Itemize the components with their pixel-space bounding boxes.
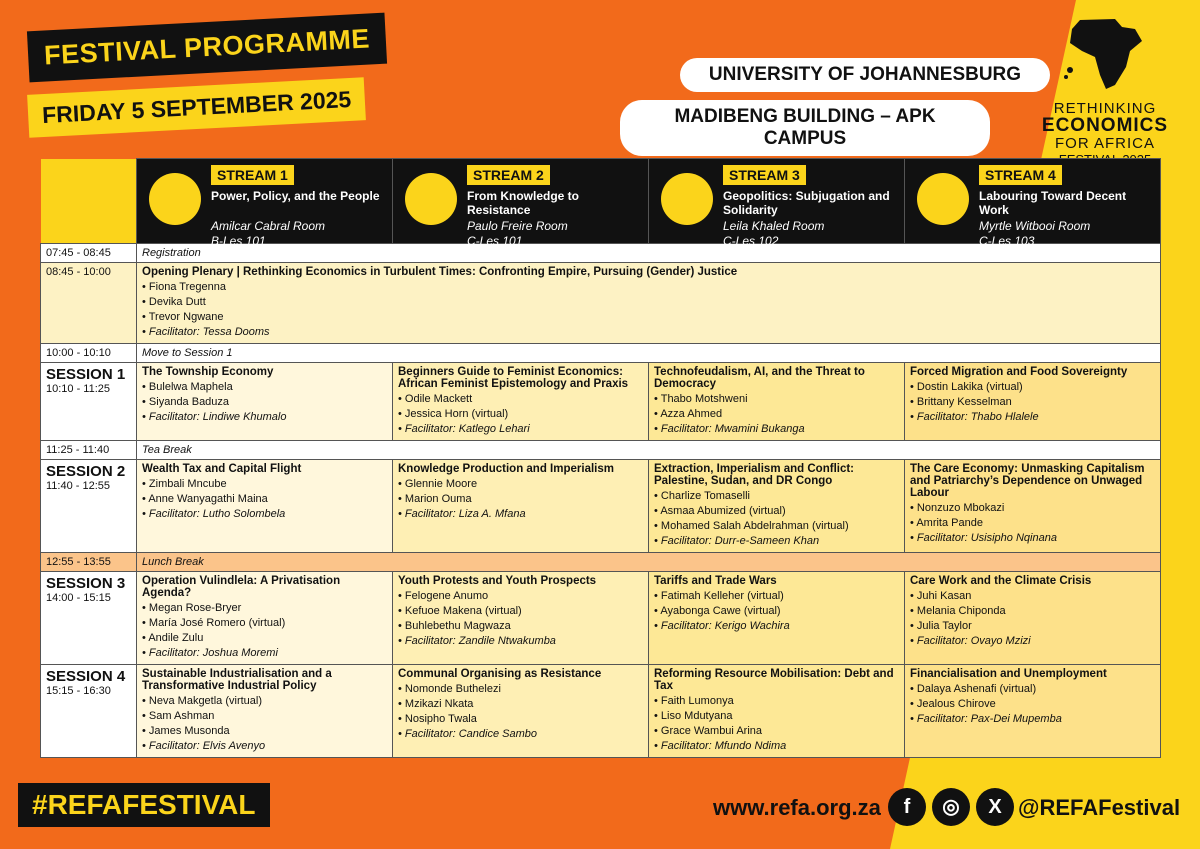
hands-globe-icon (149, 173, 201, 225)
session-cell (393, 665, 649, 758)
session-cell (649, 460, 905, 553)
session-label-cell (41, 460, 137, 553)
social-handle: @REFAFestival (1018, 795, 1181, 820)
speaker: • Nonzuzo Mbokazi (910, 501, 1155, 516)
speaker: • Sam Ashman (142, 709, 387, 724)
speaker: • Faith Lumonya (654, 694, 899, 709)
session-cell (649, 665, 905, 758)
globe-chains-icon (661, 173, 713, 225)
facilitator: • Facilitator: Pax-Dei Mupemba (910, 712, 1155, 727)
speaker: • Charlize Tomaselli (654, 489, 899, 504)
venue-university: UNIVERSITY OF JOHANNESBURG (680, 58, 1050, 92)
row-label: Registration (137, 244, 1161, 263)
speaker: • Melania Chiponda (910, 604, 1155, 619)
speaker: • James Musonda (142, 724, 387, 739)
row-time: 07:45 - 08:45 (41, 244, 137, 263)
stream-tag: STREAM 3 (723, 165, 806, 185)
speaker: • Julia Taylor (910, 619, 1155, 634)
session-cell (137, 665, 393, 758)
speaker: • Grace Wambui Arina (654, 724, 899, 739)
session-cell (905, 460, 1161, 553)
header-spacer (41, 159, 137, 244)
speaker: • Zimbali Mncube (142, 477, 387, 492)
session-label-cell (41, 363, 137, 441)
stream-title: Geopolitics: Subjugation and Solidarity (723, 189, 890, 217)
facilitator: • Facilitator: Mfundo Ndima (654, 739, 899, 754)
stream-room: Paulo Freire Room C-Les 101 (467, 219, 568, 248)
session-title: Operation Vulindlela: A Privatisation Agenda? (142, 575, 341, 599)
speaker: • Fiona Tregenna (142, 280, 1155, 295)
stream-room: Amilcar Cabral Room B-Les 101 (211, 219, 326, 248)
move-row (41, 344, 1161, 363)
session-title: Forced Migration and Food Sovereignty (910, 366, 1128, 378)
africa-map-icon (1060, 15, 1150, 95)
session-label: SESSION 3 (46, 575, 126, 592)
speaker: • Odile Mackett (398, 392, 643, 407)
lunch-row (41, 553, 1161, 572)
session-title: Reforming Resource Mobilisation: Debt and Tax (654, 668, 894, 692)
session-title: Beginners Guide to Feminist Economics: African Feminist Epistemology and Praxis (398, 366, 629, 390)
session-2-row (41, 460, 1161, 553)
plenary-cell (137, 263, 1161, 344)
session-cell (137, 460, 393, 553)
stream-tag: STREAM 1 (211, 165, 294, 185)
stream-2-header (393, 159, 649, 248)
session-cell (649, 363, 905, 441)
facilitator: • Facilitator: Candice Sambo (398, 727, 643, 742)
plenary-row (41, 263, 1161, 344)
session-time: 15:15 - 16:30 (46, 685, 111, 697)
event-date: FRIDAY 5 SEPTEMBER 2025 (27, 77, 366, 138)
speaker: • Trevor Ngwane (142, 310, 1155, 325)
stream-room: Myrtle Witbooi Room C-Les 103 (979, 219, 1091, 248)
facilitator: • Facilitator: Elvis Avenyo (142, 739, 387, 754)
facilitator: • Facilitator: Durr-e-Sameen Khan (654, 534, 899, 549)
speaker: • Mohamed Salah Abdelrahman (virtual) (654, 519, 899, 534)
row-time: 11:25 - 11:40 (41, 441, 137, 460)
speaker: • Nomonde Buthelezi (398, 682, 643, 697)
speaker: • Siyanda Baduza (142, 395, 387, 410)
speaker: • Amrita Pande (910, 516, 1155, 531)
speaker: • Ayabonga Cawe (virtual) (654, 604, 899, 619)
session-title: The Township Economy (142, 366, 274, 378)
facilitator: • Facilitator: Lindiwe Khumalo (142, 410, 387, 425)
page-title: FESTIVAL PROGRAMME (27, 13, 387, 83)
session-cell (137, 363, 393, 441)
session-time: 14:00 - 15:15 (46, 592, 111, 604)
lightbulb-fist-icon (405, 173, 457, 225)
speaker: • Juhi Kasan (910, 589, 1155, 604)
session-label-cell (41, 572, 137, 665)
stream-title: Labouring Toward Decent Work (979, 189, 1127, 217)
venue-building: MADIBENG BUILDING – APK CAMPUS (620, 100, 990, 156)
row-time: 10:00 - 10:10 (41, 344, 137, 363)
refa-logo (1030, 15, 1180, 155)
x-icon[interactable]: X (976, 788, 1014, 826)
logo-line1: RETHINKING (1053, 100, 1157, 117)
row-label: Move to Session 1 (137, 344, 1161, 363)
session-title: Communal Organising as Resistance (398, 668, 602, 680)
speaker: • Anne Wanyagathi Maina (142, 492, 387, 507)
stream-header-row (41, 159, 1161, 244)
speaker: • Nosipho Twala (398, 712, 643, 727)
speaker: • Azza Ahmed (654, 407, 899, 422)
speaker: • Jealous Chirove (910, 697, 1155, 712)
facilitator: • Facilitator: Liza A. Mfana (398, 507, 643, 522)
speaker: • Bulelwa Maphela (142, 380, 387, 395)
session-cell (905, 363, 1161, 441)
session-title: Youth Protests and Youth Prospects (398, 575, 597, 587)
session-cell (393, 363, 649, 441)
tea-row (41, 441, 1161, 460)
speaker: • Kefuoe Makena (virtual) (398, 604, 643, 619)
logo-line2: ECONOMICS (1041, 115, 1169, 136)
row-label: Lunch Break (137, 553, 1161, 572)
session-cell (905, 572, 1161, 665)
speaker: • Neva Makgetla (virtual) (142, 694, 387, 709)
session-title: Knowledge Production and Imperialism (398, 463, 614, 475)
session-title: Financialisation and Unemployment (910, 668, 1107, 680)
speaker: • Felogene Anumo (398, 589, 643, 604)
row-time: 08:45 - 10:00 (41, 263, 137, 344)
stream-4-header (905, 159, 1161, 248)
session-title: Technofeudalism, AI, and the Threat to Democracy (654, 366, 865, 390)
session-title: Tariffs and Trade Wars (654, 575, 777, 587)
facilitator: • Facilitator: Zandile Ntwakumba (398, 634, 643, 649)
speaker: • Devika Dutt (142, 295, 1155, 310)
speaker: • Megan Rose-Bryer (142, 601, 387, 616)
speaker: • Liso Mdutyana (654, 709, 899, 724)
row-label: Tea Break (137, 441, 1161, 460)
session-label: SESSION 2 (46, 463, 126, 480)
facilitator: • Facilitator: Thabo Hlalele (910, 410, 1155, 425)
stream-room: Leila Khaled Room C-Les 102 (723, 219, 825, 248)
stream-tag: STREAM 2 (467, 165, 550, 185)
session-cell (393, 460, 649, 553)
speaker: • Thabo Motshweni (654, 392, 899, 407)
session-label-cell (41, 665, 137, 758)
session-4-row (41, 665, 1161, 758)
facilitator: • Facilitator: Kerigo Wachira (654, 619, 899, 634)
facilitator: • Facilitator: Usisipho Nqinana (910, 531, 1155, 546)
session-1-row (41, 363, 1161, 441)
speaker: • Fatimah Kelleher (virtual) (654, 589, 899, 604)
speaker: • Marion Ouma (398, 492, 643, 507)
speaker: • Asmaa Abumized (virtual) (654, 504, 899, 519)
facilitator: • Facilitator: Katlego Lehari (398, 422, 643, 437)
hashtag: #REFAFESTIVAL (18, 783, 270, 827)
speaker: • Buhlebethu Magwaza (398, 619, 643, 634)
stream-title: Power, Policy, and the People (211, 189, 380, 203)
stream-3-header (649, 159, 905, 248)
session-cell (649, 572, 905, 665)
stream-tag: STREAM 4 (979, 165, 1062, 185)
speaker: • Jessica Horn (virtual) (398, 407, 643, 422)
speaker: • Mzikazi Nkata (398, 697, 643, 712)
session-title: Wealth Tax and Capital Flight (142, 463, 302, 475)
facilitator: • Facilitator: Ovayo Mzizi (910, 634, 1155, 649)
session-title: Care Work and the Climate Crisis (910, 575, 1092, 587)
speaker: • Dostin Lakika (virtual) (910, 380, 1155, 395)
speaker: • Dalaya Ashenafi (virtual) (910, 682, 1155, 697)
stream-1-header (137, 159, 393, 248)
session-label: SESSION 4 (46, 668, 126, 685)
fist-wrench-icon (917, 173, 969, 225)
speaker: • Andile Zulu (142, 631, 387, 646)
session-title: Sustainable Industrialisation and a Transformative Industrial Policy (142, 668, 332, 692)
speaker: • María José Romero (virtual) (142, 616, 387, 631)
instagram-icon[interactable]: ◎ (932, 788, 970, 826)
programme-table (40, 158, 1161, 758)
session-title: Extraction, Imperialism and Conflict: Palestine, Sudan, and DR Congo (654, 463, 855, 487)
facebook-icon[interactable]: f (888, 788, 926, 826)
speaker: • Glennie Moore (398, 477, 643, 492)
session-title: The Care Economy: Unmasking Capitalism and Patriarchy’s Dependence on Unwaged Labour (910, 463, 1145, 499)
session-cell (905, 665, 1161, 758)
session-3-row (41, 572, 1161, 665)
facilitator: • Facilitator: Lutho Solombela (142, 507, 387, 522)
session-cell (393, 572, 649, 665)
facilitator: • Facilitator: Tessa Dooms (142, 325, 1155, 340)
website-link[interactable]: www.refa.org.za (713, 795, 881, 820)
row-time: 12:55 - 13:55 (41, 553, 137, 572)
session-time: 11:40 - 12:55 (46, 480, 111, 492)
session-label: SESSION 1 (46, 366, 126, 383)
facilitator: • Facilitator: Mwamini Bukanga (654, 422, 899, 437)
stream-title: From Knowledge to Resistance (467, 189, 579, 217)
plenary-title: Opening Plenary | Rethinking Economics in Turbulent Times: Confronting Empire, Pursuing (Gender) Justice (142, 266, 738, 278)
session-time: 10:10 - 11:25 (46, 383, 111, 395)
facilitator: • Facilitator: Joshua Moremi (142, 646, 387, 661)
logo-line3: FOR AFRICA (1054, 135, 1155, 152)
speaker: • Brittany Kesselman (910, 395, 1155, 410)
session-cell (137, 572, 393, 665)
